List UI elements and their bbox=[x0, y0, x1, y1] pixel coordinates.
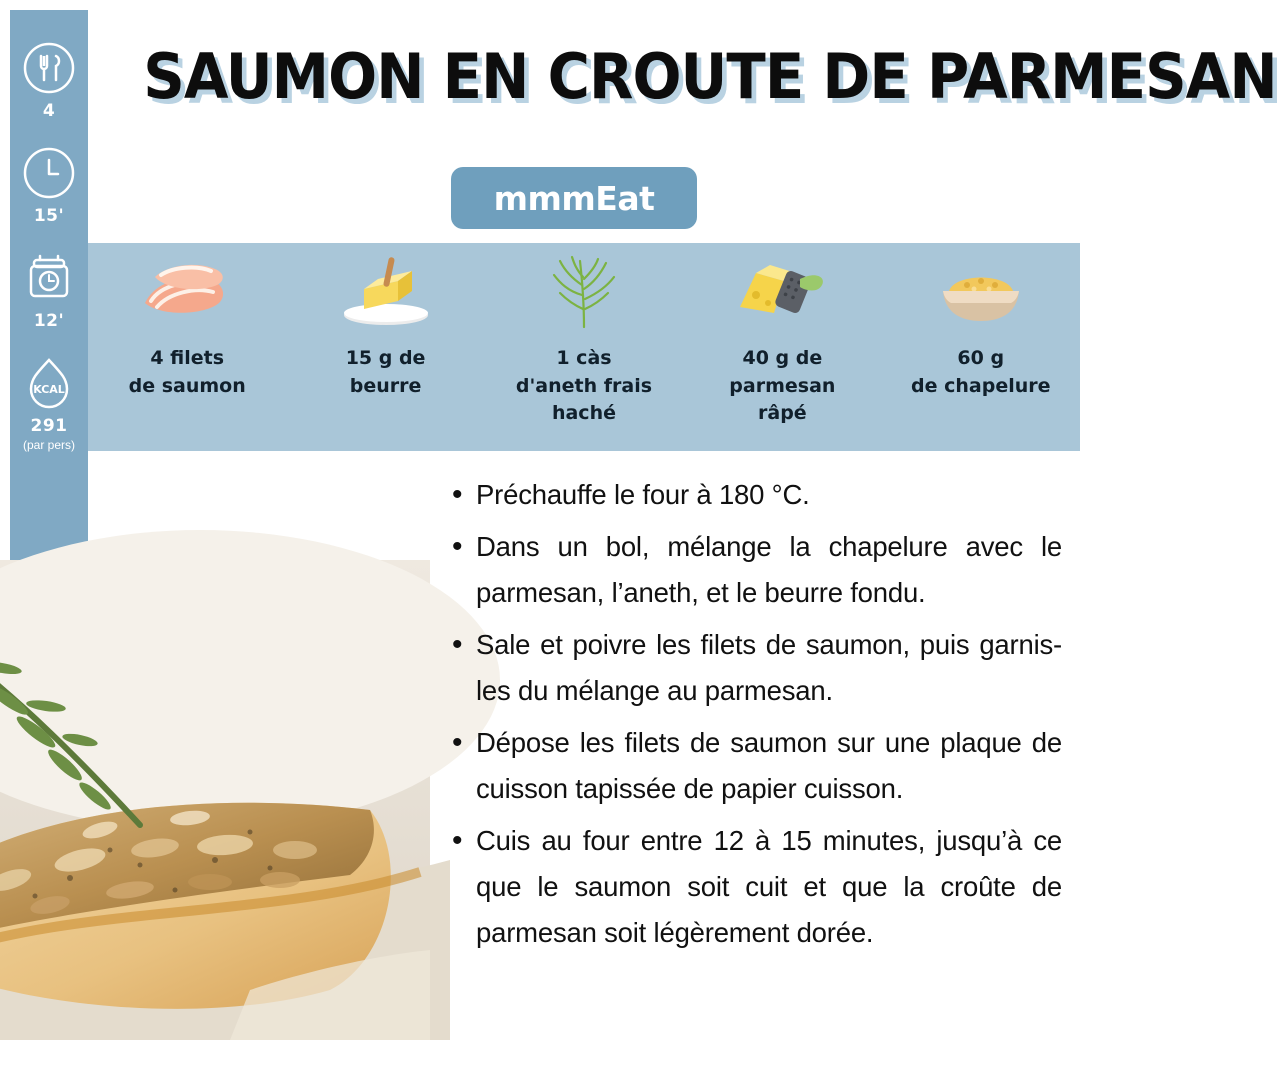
cook-time-value: 12' bbox=[33, 311, 65, 331]
ingredient-label: 40 g de parmesan râpé bbox=[729, 347, 836, 425]
list-item bbox=[452, 524, 1062, 616]
svg-text:KCAL: KCAL bbox=[33, 383, 65, 396]
cutlery-icon bbox=[23, 42, 75, 94]
sidebar-item-calories bbox=[23, 357, 75, 452]
recipe-photo bbox=[0, 560, 430, 1040]
ingredient-label: 4 filets de saumon bbox=[128, 347, 246, 397]
bullet-icon: • bbox=[452, 530, 463, 563]
kcal-flame-icon bbox=[23, 357, 75, 409]
bullet-icon: • bbox=[452, 478, 463, 511]
ingredient-item bbox=[293, 259, 478, 400]
ingredient-label: 15 g de beurre bbox=[345, 347, 426, 397]
calories-value: 291 bbox=[30, 416, 68, 436]
recipe-meta-sidebar bbox=[10, 10, 88, 570]
clock-icon bbox=[23, 147, 75, 199]
breadcrumb-bowl-icon bbox=[921, 259, 1041, 331]
cooker-icon bbox=[23, 252, 75, 304]
step-text: Dans un bol, mélange la chapelure avec le parmesan, l’aneth, et le beurre fondu. bbox=[476, 531, 1062, 608]
servings-value: 4 bbox=[42, 101, 56, 121]
list-item bbox=[452, 720, 1062, 812]
step-text: Préchauffe le four à 180 °C. bbox=[476, 479, 810, 510]
step-text: Sale et poivre les filets de saumon, puis garnis-les du mélange au parmesan. bbox=[476, 629, 1062, 706]
calories-note: (par pers) bbox=[22, 438, 75, 452]
bullet-icon: • bbox=[452, 824, 463, 857]
sidebar-item-cook-time bbox=[23, 252, 75, 331]
salmon-fillets-icon bbox=[127, 259, 247, 331]
bullet-icon: • bbox=[452, 726, 463, 759]
brand-logo-text: mmmEat bbox=[493, 178, 655, 218]
step-text: Cuis au four entre 12 à 15 minutes, jusqu’à ce que le saumon soit cuit et que la croûte de parmesan soit légèrement dorée. bbox=[476, 825, 1062, 948]
ingredient-label: 1 càs d'aneth frais haché bbox=[515, 347, 653, 425]
ingredient-item bbox=[888, 259, 1073, 400]
ingredient-item bbox=[690, 259, 875, 428]
ingredient-item bbox=[95, 259, 280, 400]
butter-icon bbox=[326, 259, 446, 331]
page-title: SAUMON EN CROUTE DE PARMESAN bbox=[143, 40, 1277, 113]
sidebar-item-servings bbox=[23, 42, 75, 121]
list-item bbox=[452, 622, 1062, 714]
dill-icon bbox=[524, 259, 644, 331]
list-item bbox=[452, 472, 1062, 518]
sidebar-item-prep-time bbox=[23, 147, 75, 226]
instructions-list bbox=[452, 472, 1062, 962]
list-item bbox=[452, 818, 1062, 956]
step-text: Dépose les filets de saumon sur une plaque de cuisson tapissée de papier cuisson. bbox=[476, 727, 1062, 804]
prep-time-value: 15' bbox=[33, 206, 65, 226]
ingredient-item bbox=[491, 259, 676, 428]
ingredients-strip bbox=[88, 243, 1080, 451]
ingredient-label: 60 g de chapelure bbox=[911, 347, 1051, 397]
bullet-icon: • bbox=[452, 628, 463, 661]
grated-cheese-icon bbox=[722, 259, 842, 331]
brand-logo bbox=[451, 167, 697, 229]
